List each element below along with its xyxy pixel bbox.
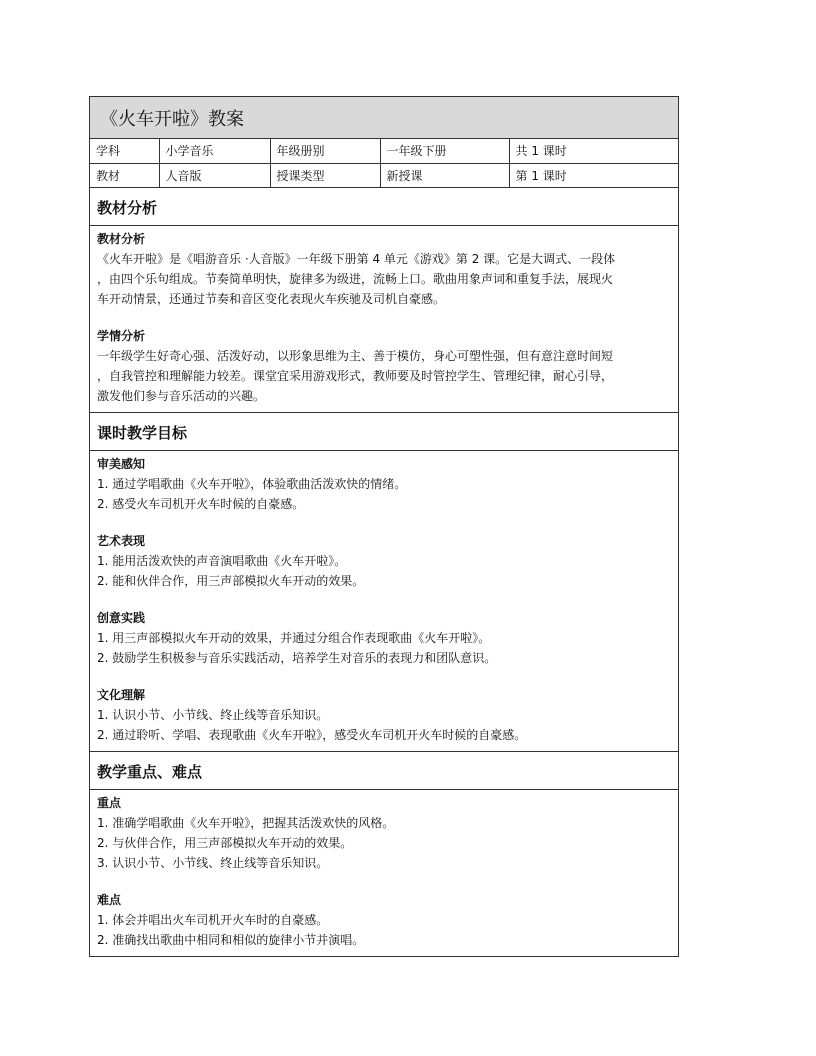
list-item: 1. 认识小节、小节线、终止线等音乐知识。 [97, 707, 329, 722]
section-heading-analysis: 教材分析 [90, 188, 678, 226]
subsection-title: 学情分析 [97, 328, 146, 343]
subsection-title: 文化理解 [97, 687, 146, 702]
info-row [90, 139, 678, 163]
info-cell: 小学音乐 [159, 139, 270, 163]
info-cell: 一年级下册 [380, 139, 509, 163]
subsection-title: 创意实践 [97, 610, 146, 625]
section-body-goals [90, 451, 678, 752]
paragraph-line: 《火车开啦》是《唱游音乐 ·人音版》一年级下册第 4 单元《游戏》第 2 课。它是大调式、一段体 [97, 251, 616, 266]
list-item: 2. 鼓励学生积极参与音乐实践活动，培养学生对音乐的表现力和团队意识。 [97, 650, 497, 665]
info-cell: 共 1 课时 [509, 139, 678, 163]
list-item: 1. 体会并唱出火车司机开火车时的自豪感。 [97, 912, 329, 927]
list-item: 3. 认识小节、小节线、终止线等音乐知识。 [97, 855, 329, 870]
info-cell: 授课类型 [270, 163, 380, 187]
list-item: 2. 感受火车司机开火车时候的自豪感。 [97, 496, 305, 511]
subsection-title: 艺术表现 [97, 533, 146, 548]
lesson-plan-document [89, 96, 679, 957]
list-item: 1. 用三声部模拟火车开动的效果，并通过分组合作表现歌曲《火车开啦》。 [97, 630, 491, 645]
subsection-title: 教材分析 [97, 231, 146, 246]
document-title: 《火车开啦》教案 [90, 97, 678, 139]
subsection-title: 难点 [97, 892, 122, 907]
subsection-title: 审美感知 [97, 456, 146, 471]
paragraph-line: ，自我管控和理解能力较差。课堂宜采用游戏形式，教师要及时管控学生、管理纪律，耐心引导， [97, 368, 614, 383]
section-heading-keypoints: 教学重点、难点 [90, 752, 678, 790]
info-cell: 学科 [90, 139, 159, 163]
list-item: 2. 通过聆听、学唱、表现歌曲《火车开啦》，感受火车司机开火车时候的自豪感。 [97, 727, 527, 742]
info-cell: 年级册别 [270, 139, 380, 163]
list-item: 2. 与伙伴合作，用三声部模拟火车开动的效果。 [97, 835, 353, 850]
paragraph-line: 车开动情景，还通过节奏和音区变化表现火车疾驰及司机自豪感。 [97, 291, 446, 306]
info-cell: 第 1 课时 [509, 163, 678, 187]
list-item: 2. 能和伙伴合作，用三声部模拟火车开动的效果。 [97, 573, 365, 588]
paragraph-line: 一年级学生好奇心强、活泼好动，以形象思维为主、善于模仿，身心可塑性强，但有意注意时间短 [97, 348, 614, 363]
info-cell: 教材 [90, 163, 159, 187]
list-item: 1. 准确学唱歌曲《火车开啦》，把握其活泼欢快的风格。 [97, 815, 395, 830]
info-row [90, 163, 678, 187]
info-cell: 人音版 [159, 163, 270, 187]
section-body-keypoints [90, 790, 678, 956]
subsection-title: 重点 [97, 795, 122, 810]
list-item: 1. 通过学唱歌曲《火车开啦》，体验歌曲活泼欢快的情绪。 [97, 476, 407, 491]
section-heading-goals: 课时教学目标 [90, 413, 678, 451]
list-item: 1. 能用活泼欢快的声音演唱歌曲《火车开啦》。 [97, 553, 347, 568]
section-body-analysis [90, 226, 678, 413]
info-table [90, 139, 678, 188]
info-cell: 新授课 [380, 163, 509, 187]
paragraph-line: ，由四个乐句组成。节奏简单明快，旋律多为级进，流畅上口。歌曲用象声词和重复手法，展现火 [97, 271, 614, 286]
list-item: 2. 准确找出歌曲中相同和相似的旋律小节并演唱。 [97, 932, 365, 947]
paragraph-line: 激发他们参与音乐活动的兴趣。 [97, 388, 266, 403]
